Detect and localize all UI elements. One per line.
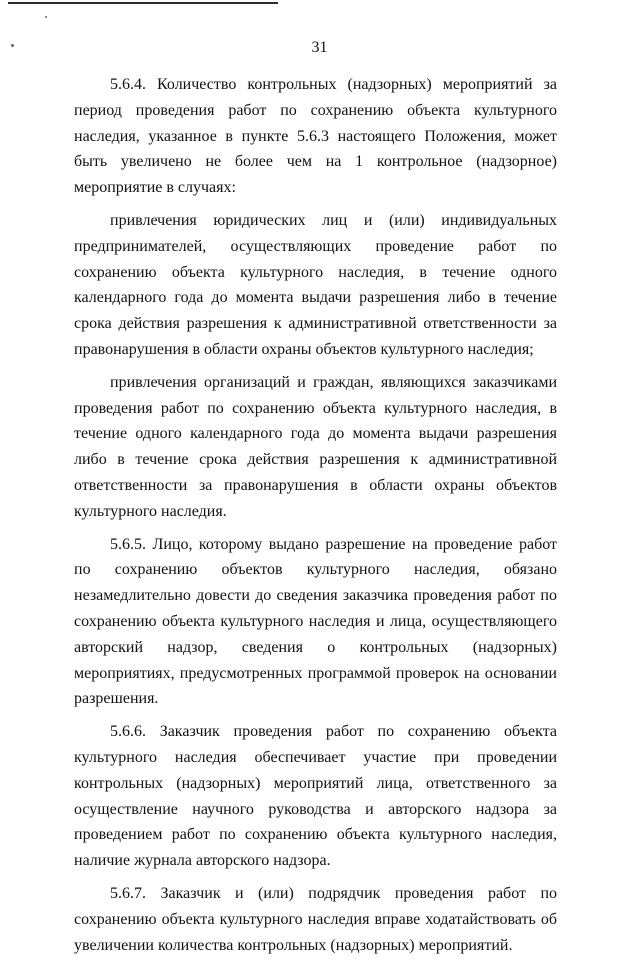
scan-speck bbox=[45, 16, 47, 18]
document-body bbox=[74, 72, 557, 965]
top-rule bbox=[8, 2, 278, 4]
paragraph-5-6-7: 5.6.7. Заказчик и (или) подрядчик проведения работ по сохранению объекта культурного наследия вправе ходатайствовать об увеличении количества контрольных (надзорных) мероприятий. bbox=[74, 884, 557, 954]
paragraph-5-6-6: 5.6.6. Заказчик проведения работ по сохранению объекта культурного наследия обеспечивает участие при проведении контрольных (надзорных) мероприятий лица, ответственного за осуществление научного руководства и авторского надзора за проведением работ по сохранению объекта культурного наследия, наличие журнала авторского надзора. bbox=[74, 723, 557, 870]
paragraph-5-6-5: 5.6.5. Лицо, которому выдано разрешение на проведение работ по сохранению объектов культурного наследия, обязано незамедлительно довести до сведения заказчика проведения работ по сохранению объекта культурного наследия и лица, осуществляющего авторский надзор, сведения о контрольных (надзорных) мероприятиях, предусмотренных программой проверок на основании разрешения. bbox=[74, 535, 557, 708]
paragraph-case-customers: привлечения организаций и граждан, являющихся заказчиками проведения работ по сохранению объекта культурного наследия, в течение одного календарного года до момента выдачи разрешения либо в течение срока действия разрешения к административной ответственности за правонарушения в области охраны объектов культурного наследия. bbox=[74, 373, 557, 520]
page-number: 31 bbox=[311, 39, 328, 56]
paragraph-case-legal-entities: привлечения юридических лиц и (или) индивидуальных предпринимателей, осуществляющих проведение работ по сохранению объекта культурного наследия, в течение одного календарного года до момента выдачи разрешения либо в течение срока действия разрешения к административной ответственности за правонарушения в области охраны объектов культурного наследия; bbox=[74, 211, 557, 358]
paragraph-5-6-4: 5.6.4. Количество контрольных (надзорных) мероприятий за период проведения работ по сохранению объекта культурного наследия, указанное в пункте 5.6.3 настоящего Положения, может быть увеличено не более чем на 1 контрольное (надзорное) мероприятие в случаях: bbox=[74, 76, 557, 197]
